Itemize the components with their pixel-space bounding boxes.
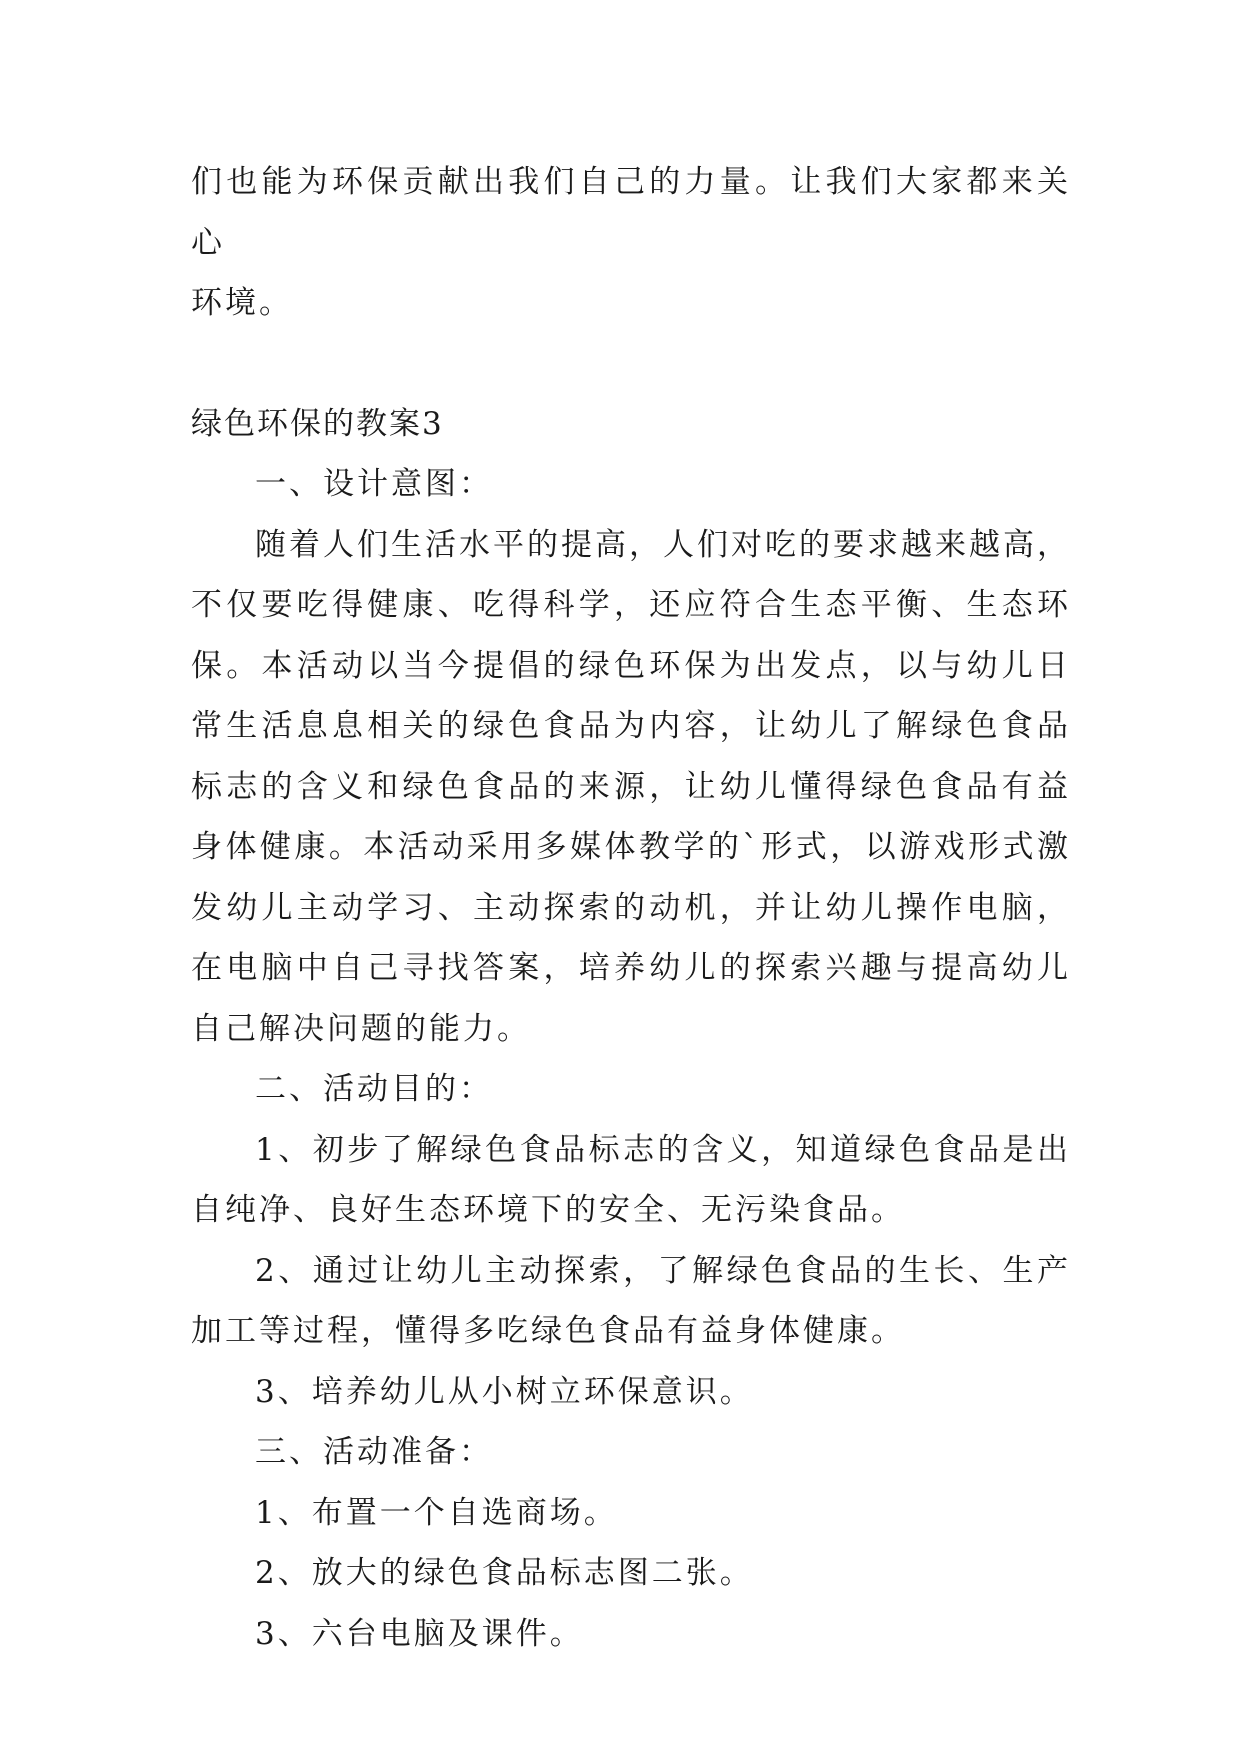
paragraph-spacer [191, 334, 1071, 394]
intro-line-2: 环境。 [191, 285, 293, 321]
section3-heading: 三、活动准备： [255, 1434, 493, 1470]
document-title: 绿色环保的教案3 [191, 405, 444, 442]
section3-item-2: 2、放大的绿色食品标志图二张。 [255, 1555, 754, 1591]
section2-item-1: 1、初步了解绿色食品标志的含义，知道绿色食品是出自纯净、良好生态环境下的安全、无污染食品。 [191, 1131, 1071, 1228]
section2-item-3: 3、培养幼儿从小树立环保意识。 [255, 1373, 754, 1410]
section3-item-1: 1、布置一个自选商场。 [255, 1494, 618, 1531]
intro-line-1: 们也能为环保贡献出我们自己的力量。让我们大家都来关心 [191, 164, 1071, 261]
document-body [191, 152, 1071, 1664]
section2-heading: 二、活动目的： [255, 1071, 493, 1107]
section1-body: 随着人们生活水平的提高，人们对吃的要求越来越高，不仅要吃得健康、吃得科学，还应符合生态平衡、生态环保。本活动以当今提倡的绿色环保为出发点，以与幼儿日常生活息息相关的绿色食品为内容，让幼儿了解绿色食品标志的含义和绿色食品的来源，让幼儿懂得绿色食品有益身体健康。本活动采用多媒体教学的`形式，以游戏形式激发幼儿主动学习、主动探索的动机，并让幼儿操作电脑，在电脑中自己寻找答案，培养幼儿的探索兴趣与提高幼儿自己解决问题的能力。 [191, 526, 1071, 1047]
section3-item-3: 3、六台电脑及课件。 [255, 1615, 584, 1652]
section2-item-2: 2、通过让幼儿主动探索，了解绿色食品的生长、生产加工等过程，懂得多吃绿色食品有益身体健康。 [191, 1252, 1071, 1349]
section1-heading: 一、设计意图： [255, 466, 493, 502]
